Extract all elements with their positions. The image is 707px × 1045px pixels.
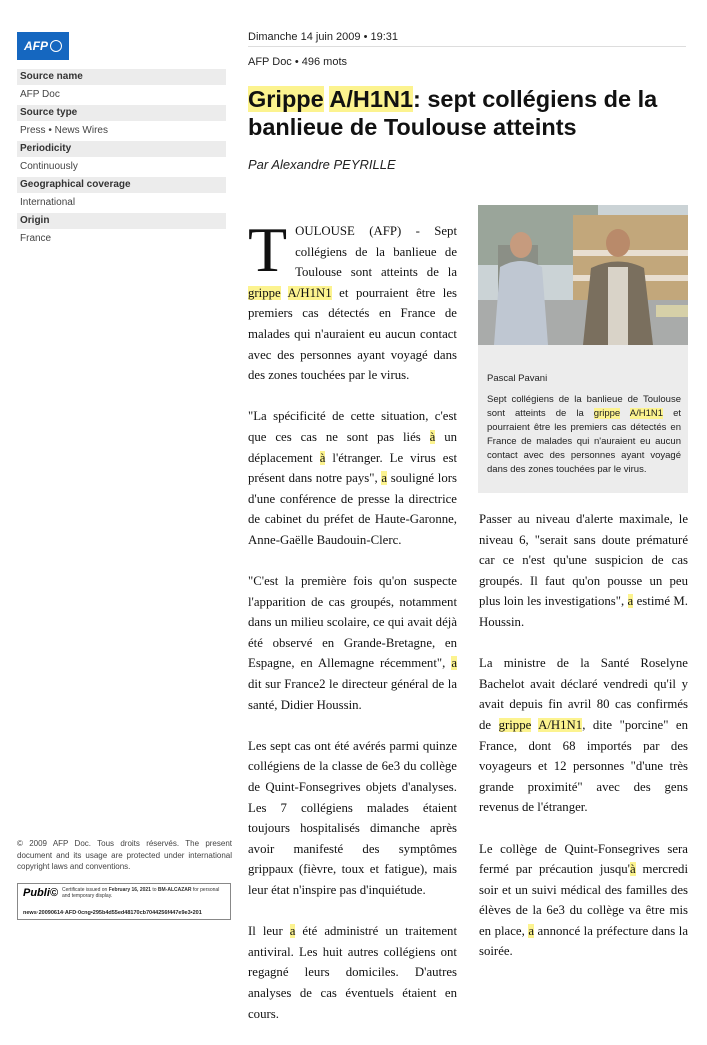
- meta-value-source-name: AFP Doc: [20, 89, 60, 100]
- publi-logo: Publi©: [23, 887, 58, 899]
- article-paragraph: TOULOUSE (AFP) - Sept collégiens de la banlieue de Toulouse sont atteints de la grippe A/H1N1 et pourraient être les premiers cas détectés en France de malades qui n'auraient eu aucun contact avec des personnes ayant voyagé dans des zones touchées par le virus.: [248, 214, 457, 383]
- publication-date: Dimanche 14 juin 2009 • 19:31: [248, 31, 399, 43]
- article-paragraph: Le collège de Quint-Fonsegrives sera fermé par précaution jusqu'à mercredi soir et un suivi médical des familles des élèves de la 6e3 du collège va être mis en place, a annoncé la préfecture dans la soirée.: [479, 841, 688, 959]
- article-paragraph: La ministre de la Santé Roselyne Bachelot avait déclaré vendredi qu'il y avait depuis fin avril 80 cas confirmés de grippe A/H1N1, dite "porcine" en France, dont 68 importés par des voyageurs et 12 personnes "d'une très grande proximité" avec des gens revenus de l'étranger.: [479, 656, 688, 815]
- byline: Par Alexandre PEYRILLE: [248, 157, 396, 172]
- meta-label-periodicity: Periodicity: [17, 141, 226, 157]
- globe-icon: [50, 40, 62, 52]
- meta-label-origin: Origin: [17, 213, 226, 229]
- article-paragraph: Passer au niveau d'alerte maximale, le niveau 6, "serait sans doute prématuré car ce n'est qu'une suspicion de cas groupés. Il faut qu'on pousse un peu plus loin les investigations", a estimé M. Houssin.: [479, 512, 689, 629]
- meta-label-geo-coverage: Geographical coverage: [17, 177, 226, 193]
- meta-value-origin: France: [20, 233, 52, 244]
- certificate-text: Certificate issued on February 16, 2021 to BM-ALCAZAR for personal and temporary display.: [62, 887, 220, 899]
- copyright-notice: © 2009 AFP Doc. Tous droits réservés. The present document and its usage are protected under international copyright laws and conventions.: [17, 839, 232, 871]
- article-title: Grippe A/H1N1: sept collégiens de la banlieue de Toulouse atteints: [248, 86, 658, 140]
- source-wordcount: AFP Doc • 496 mots: [248, 56, 348, 68]
- article-paragraph: "La spécificité de cette situation, c'est que ces cas ne sont pas liés à un déplacement à l'étranger. Le virus est présent dans notre pays", a souligné lors d'une conférence de presse la directrice de cabinet du préfet de Haute-Garonne, Anne-Gaëlle Baudouin-Clerc.: [248, 409, 458, 547]
- certificate-id: news·20090614·AFD·0cng•295b4d55ed48170cb7044256f447e9e3•201: [23, 910, 202, 916]
- meta-label-source-type: Source type: [17, 105, 226, 121]
- meta-value-source-type: Press • News Wires: [20, 125, 108, 136]
- article-paragraph: "C'est la première fois qu'on suspecte l'apparition de cas groupés, notamment dans un milieu scolaire, ce qui avait déjà été observé en Grande-Bretagne, en Espagne, en Allemagne récemment", a dit sur France2 le directeur général de la santé, Didier Houssin.: [248, 574, 457, 712]
- photo-credit: Pascal Pavani: [487, 373, 548, 384]
- meta-value-periodicity: Continuously: [20, 161, 78, 172]
- afp-logo-text: AFP: [24, 39, 48, 53]
- article-paragraph: Il leur a été administré un traitement antiviral. Les huit autres collégiens ont regagné leurs domiciles. D'autres analyses de cas éventuels étaient en cours.: [248, 924, 457, 1021]
- meta-label-source-name: Source name: [17, 69, 226, 85]
- meta-value-geo-coverage: International: [20, 197, 76, 208]
- news-photo: [478, 205, 688, 345]
- article-column-1: [248, 214, 458, 1045]
- drop-cap: T: [248, 214, 288, 285]
- publi-certificate: [17, 883, 231, 920]
- source-metadata: [17, 69, 226, 249]
- article-column-2: [479, 509, 688, 983]
- afp-logo: [17, 32, 69, 60]
- article-paragraph: Les sept cas ont été avérés parmi quinze collégiens de la classe de 6e3 du collège de Quint-Fonsegrives objets d'analyses. Les 7 collégiens malades étaient toujours hospitalisés dimanche après avoir manifesté des symptômes grippaux (fièvre, toux et fatigue), mais leur état n'inspire pas d'inquiétude.: [248, 738, 457, 897]
- photo-box: [478, 205, 688, 493]
- divider: [248, 46, 686, 47]
- photo-caption: Sept collégiens de la banlieue de Toulouse sont atteints de la grippe A/H1N1 et pourraient être les premiers cas détectés en France de malades qui n'auraient eu aucun contact avec des personnes ayant voyagé dans des zones touchées par le virus.: [487, 394, 681, 476]
